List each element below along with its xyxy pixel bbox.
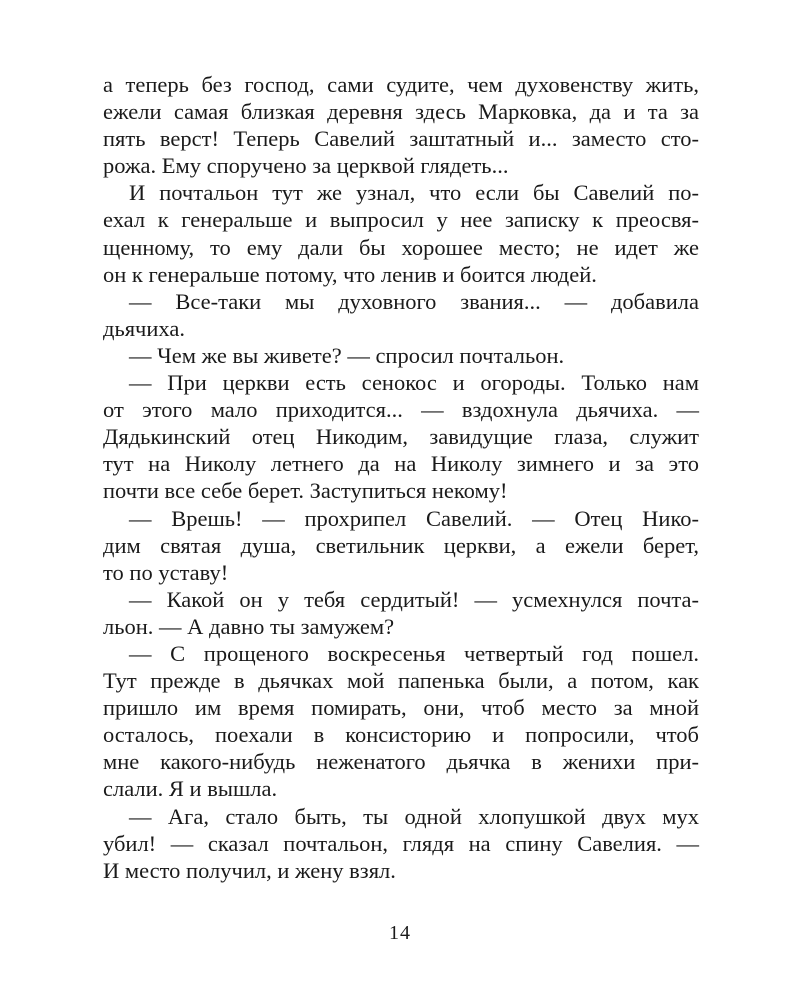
text-line: — Врешь! — прохрипел Савелий. — Отец Нико- <box>129 505 699 531</box>
text-line: рожа. Ему споручено за церквой глядеть... <box>103 153 509 179</box>
text-line: льон. — А давно ты замужем? <box>103 613 395 639</box>
text-line: ежели самая близкая деревня здесь Марковка, да и та за <box>103 99 699 125</box>
text-line: — Ага, стало быть, ты одной хлопушкой двух мух <box>129 803 699 829</box>
text-line: пять верст! Теперь Савелий заштатный и... заместо сто- <box>103 126 699 152</box>
text-line: от этого мало приходится... — вздохнула дьячиха. — <box>103 397 699 423</box>
text-line: — Какой он у тебя сердитый! — усмехнулся почта- <box>129 586 699 612</box>
text-line: щенному, то ему дали бы хорошее место; не идет же <box>103 234 699 260</box>
text-line: он к генеральше потому, что ленив и боится людей. <box>103 261 597 287</box>
text-line: тут на Николу летнего да на Николу зимнего и за это <box>103 451 699 477</box>
text-line: дим святая душа, светильник церкви, а ежели берет, <box>103 532 699 558</box>
text-line: Дядькинский отец Никодим, завидущие глаза, служит <box>103 424 699 450</box>
text-line: почти все себе берет. Заступиться некому! <box>103 478 508 504</box>
text-line: слали. Я и вышла. <box>103 776 278 802</box>
text-line: Тут прежде в дьячках мой папенька были, а потом, как <box>103 668 699 694</box>
text-line: И место получил, и жену взял. <box>103 857 396 883</box>
text-line: а теперь без господ, сами судите, чем духовенству жить, <box>103 72 699 97</box>
text-line: мне какого-нибудь неженатого дьячка в женихи при- <box>103 749 699 775</box>
text-line: пришло им время помирать, они, чтоб место за мной <box>103 695 699 721</box>
text-line: — Все-таки мы духовного звания... — добавила <box>129 288 699 314</box>
page-number: 14 <box>389 922 411 944</box>
text-line: — С прощеного воскресенья четвертый год пошел. <box>129 640 699 666</box>
text-line: ехал к генеральше и выпросил у нее записку к преосвя- <box>103 207 699 233</box>
text-line: то по уставу! <box>103 559 229 585</box>
text-line: дьячиха. <box>103 315 185 341</box>
text-line: И почтальон тут же узнал, что если бы Савелий по- <box>129 180 699 206</box>
text-line: осталось, поехали в консисторию и попросили, чтоб <box>103 722 699 748</box>
text-line: — При церкви есть сенокос и огороды. Только нам <box>129 370 699 396</box>
text-line: — Чем же вы живете? — спросил почтальон. <box>129 342 565 368</box>
text-line: убил! — сказал почтальон, глядя на спину Савелия. — <box>103 830 699 856</box>
page-text <box>103 71 699 884</box>
